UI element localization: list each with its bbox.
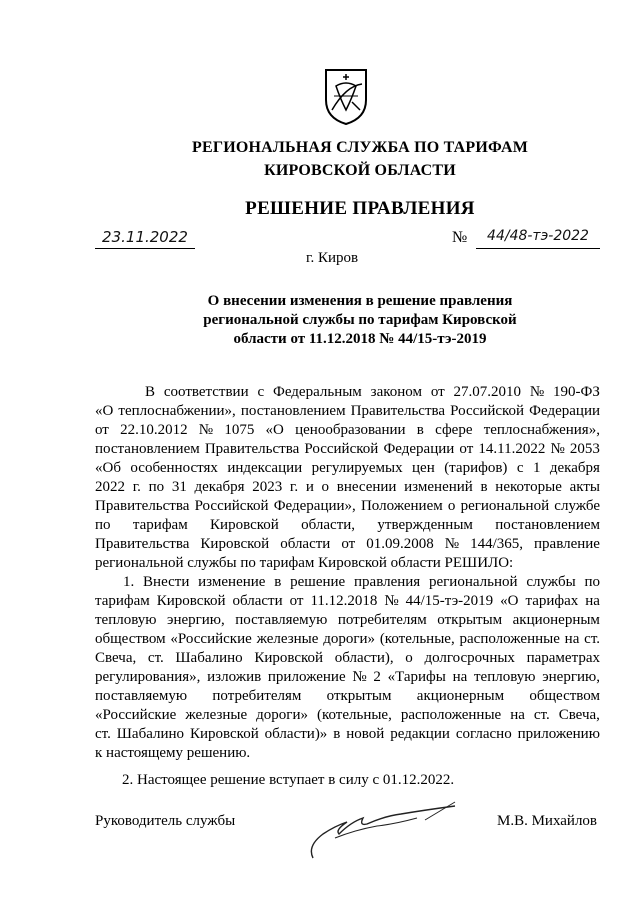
item1-line bbox=[95, 725, 600, 744]
word: № bbox=[198, 422, 214, 438]
word: 2053 bbox=[569, 441, 600, 457]
item1-line bbox=[95, 687, 600, 706]
preamble-line bbox=[95, 440, 600, 459]
word: по bbox=[95, 517, 111, 533]
word: изменение bbox=[198, 574, 266, 590]
word: 01.09.2008 bbox=[366, 536, 434, 552]
word: в bbox=[274, 574, 282, 590]
word: сфере bbox=[435, 422, 473, 438]
word: обществом bbox=[529, 688, 600, 704]
word: 1. bbox=[123, 574, 135, 590]
org-name-line-1: РЕГИОНАЛЬНАЯ СЛУЖБА ПО ТАРИФАМ bbox=[191, 139, 529, 156]
word: акты bbox=[569, 479, 600, 495]
preamble-line bbox=[95, 459, 600, 478]
word: службы bbox=[526, 574, 576, 590]
word: тарифах bbox=[525, 593, 579, 609]
word: ст. bbox=[95, 726, 111, 742]
word: Российской bbox=[304, 441, 379, 457]
word: № bbox=[444, 536, 460, 552]
word: энергию, bbox=[542, 669, 600, 685]
word: утвержденным bbox=[377, 517, 473, 533]
word: Свеча, bbox=[95, 650, 137, 666]
word: приложение bbox=[267, 669, 346, 685]
word: Российской bbox=[450, 403, 525, 419]
word: «О bbox=[95, 403, 114, 419]
word: области bbox=[232, 593, 283, 609]
word: № bbox=[550, 441, 565, 457]
document-date: 23.11.2022 bbox=[95, 228, 195, 249]
word: с bbox=[257, 384, 265, 400]
word: по bbox=[148, 479, 165, 495]
word: 1075 bbox=[224, 422, 255, 438]
word: «Тарифы bbox=[387, 669, 446, 685]
word: от bbox=[341, 536, 356, 552]
word: Российской bbox=[194, 498, 269, 514]
word: соответствии bbox=[163, 384, 249, 400]
word: согласно bbox=[455, 726, 512, 742]
word: 2022 bbox=[95, 479, 125, 495]
word: и bbox=[305, 479, 314, 495]
word: Шабалино bbox=[116, 726, 185, 742]
word: некоторые bbox=[495, 479, 562, 495]
word: Свеча, bbox=[558, 707, 600, 723]
word: ценообразовании bbox=[295, 422, 406, 438]
word: в bbox=[416, 422, 424, 438]
word: Кировской bbox=[210, 517, 279, 533]
word: Федерации bbox=[529, 403, 600, 419]
word: 144/365, bbox=[470, 536, 523, 552]
word: регулирования», bbox=[95, 669, 201, 685]
word: службе bbox=[554, 498, 600, 514]
word: региональной bbox=[428, 574, 518, 590]
word: о bbox=[447, 498, 456, 514]
preamble-line bbox=[95, 535, 600, 554]
word: Кировской bbox=[189, 726, 259, 742]
word: поставляемую bbox=[95, 688, 188, 704]
word: 2 bbox=[373, 669, 381, 685]
word: энергию, bbox=[167, 612, 225, 628]
word: постановлением bbox=[240, 403, 346, 419]
word: железные bbox=[256, 631, 319, 647]
preamble-line: региональной службы по тарифам Кировской области РЕШИЛО: bbox=[95, 555, 514, 571]
word: 190-ФЗ bbox=[553, 384, 600, 400]
word: изменений bbox=[404, 479, 473, 495]
word: долгосрочных bbox=[424, 650, 515, 666]
item1-line: к настоящему решению. bbox=[95, 745, 251, 761]
word: № bbox=[384, 593, 399, 609]
preamble-line bbox=[145, 383, 600, 402]
word: открытым bbox=[326, 688, 392, 704]
word: постановлением bbox=[495, 517, 600, 533]
item1-line bbox=[95, 611, 600, 630]
subject-line-2: региональной службы по тарифам Кировской bbox=[203, 312, 517, 328]
word: «Об bbox=[95, 460, 121, 476]
word: акционерным bbox=[512, 612, 600, 628]
word: В bbox=[145, 384, 156, 400]
word: особенностях bbox=[130, 460, 218, 476]
word: с bbox=[516, 460, 524, 476]
word: г. bbox=[132, 479, 141, 495]
subject-line-3: области от 11.12.2018 № 44/15-тэ-2019 bbox=[233, 331, 487, 347]
word: Федерации», bbox=[273, 498, 356, 514]
word: области)» bbox=[264, 726, 328, 742]
word: области, bbox=[301, 517, 356, 533]
word: ст. bbox=[147, 650, 164, 666]
word: теплоснабжения», bbox=[483, 422, 600, 438]
subject-line-1: О внесении изменения в решение правления bbox=[207, 293, 513, 309]
word: Кировской bbox=[254, 650, 324, 666]
word: по bbox=[584, 574, 600, 590]
kirov-oblast-coat-of-arms-icon bbox=[322, 66, 370, 126]
word: Правительства bbox=[95, 536, 190, 552]
item1-line bbox=[95, 668, 600, 687]
word: области bbox=[280, 536, 331, 552]
word: акционерным bbox=[416, 688, 505, 704]
item1-line bbox=[95, 630, 600, 649]
word: «О bbox=[265, 422, 284, 438]
word: ст. bbox=[533, 707, 550, 723]
word: от bbox=[459, 441, 474, 457]
signer-name: М.В. Михайлов bbox=[497, 813, 598, 829]
word: постановлением bbox=[95, 441, 200, 457]
word: Правительства bbox=[204, 441, 300, 457]
item1-line bbox=[95, 706, 600, 725]
word: правление bbox=[534, 536, 600, 552]
word: тепловую bbox=[95, 612, 157, 628]
word: Федеральным bbox=[272, 384, 362, 400]
word: области), bbox=[334, 650, 394, 666]
word: решение bbox=[290, 574, 346, 590]
word: на bbox=[452, 669, 468, 685]
word: 2023 bbox=[252, 479, 283, 495]
preamble-line bbox=[95, 402, 600, 421]
word: от bbox=[430, 384, 445, 400]
item1-line bbox=[95, 592, 600, 611]
word: в bbox=[333, 726, 341, 742]
preamble-line bbox=[95, 421, 600, 440]
word: индексации bbox=[227, 460, 303, 476]
word: Правительства bbox=[350, 403, 446, 419]
word: редакции bbox=[390, 726, 450, 742]
word: параметрах bbox=[526, 650, 600, 666]
word: внесении bbox=[336, 479, 397, 495]
word: приложению bbox=[517, 726, 600, 742]
word: дороги» bbox=[256, 707, 308, 723]
word: новой bbox=[346, 726, 385, 742]
word: на bbox=[585, 593, 600, 609]
word: потребителям bbox=[337, 612, 427, 628]
preamble-line bbox=[95, 497, 600, 516]
word: № bbox=[352, 669, 367, 685]
word: Внести bbox=[143, 574, 190, 590]
word: Положением bbox=[360, 498, 443, 514]
word: о bbox=[405, 650, 413, 666]
word: 22.10.2012 bbox=[120, 422, 188, 438]
word: тарифам bbox=[95, 593, 150, 609]
word: от bbox=[95, 422, 109, 438]
word: (тарифов) bbox=[444, 460, 508, 476]
word: расположенные bbox=[459, 631, 560, 647]
preamble-line bbox=[95, 478, 600, 497]
word: поставляемую bbox=[235, 612, 328, 628]
word: Кировской bbox=[200, 536, 270, 552]
word: 14.11.2022 bbox=[478, 441, 546, 457]
word: 11.12.2018 bbox=[310, 593, 378, 609]
word: от bbox=[289, 593, 304, 609]
word: в bbox=[480, 479, 488, 495]
city: г. Киров bbox=[306, 250, 359, 266]
word: на bbox=[564, 631, 580, 647]
word: декабря bbox=[194, 479, 245, 495]
word: г. bbox=[289, 479, 299, 495]
word: Кировской bbox=[156, 593, 226, 609]
word: тарифам bbox=[132, 517, 188, 533]
item1-line bbox=[95, 649, 600, 668]
word: на bbox=[510, 707, 525, 723]
word: обществом bbox=[95, 631, 166, 647]
word: Федерации bbox=[383, 441, 455, 457]
item1-line bbox=[123, 573, 600, 592]
word: (котельные, bbox=[316, 707, 392, 723]
word: правления bbox=[354, 574, 421, 590]
word: железные bbox=[185, 707, 248, 723]
word: ст. bbox=[584, 631, 600, 647]
word: о bbox=[321, 479, 330, 495]
word: 1 bbox=[532, 460, 541, 476]
word: «Российские bbox=[95, 707, 177, 723]
word: «О bbox=[500, 593, 519, 609]
word: 27.07.2010 bbox=[453, 384, 522, 400]
word: расположенные bbox=[400, 707, 502, 723]
word: потребителям bbox=[212, 688, 302, 704]
word: № bbox=[529, 384, 545, 400]
signer-role: Руководитель службы bbox=[95, 813, 236, 829]
word: региональной bbox=[460, 498, 550, 514]
number-label: № bbox=[452, 229, 468, 246]
preamble-line bbox=[95, 516, 600, 535]
word: тепловую bbox=[473, 669, 536, 685]
word: цен bbox=[412, 460, 435, 476]
word: законом bbox=[370, 384, 422, 400]
word: Шабалино bbox=[175, 650, 243, 666]
word: регулируемых bbox=[311, 460, 403, 476]
document-type: РЕШЕНИЕ ПРАВЛЕНИЯ bbox=[245, 198, 475, 219]
word: открытым bbox=[437, 612, 503, 628]
word: изложив bbox=[207, 669, 262, 685]
word: 44/15-тэ-2019 bbox=[405, 593, 494, 609]
word: (котельные, bbox=[379, 631, 455, 647]
word: теплоснабжении», bbox=[118, 403, 236, 419]
org-name-line-2: КИРОВСКОЙ ОБЛАСТИ bbox=[264, 162, 456, 179]
word: 31 bbox=[171, 479, 187, 495]
word: «Российские bbox=[170, 631, 252, 647]
word: декабря bbox=[549, 460, 600, 476]
document-number: 44/48-тэ-2022 bbox=[476, 228, 600, 249]
item-2: 2. Настоящее решение вступает в силу с 01.12.2022. bbox=[122, 772, 455, 788]
handwritten-signature-icon bbox=[305, 800, 465, 864]
word: дороги» bbox=[323, 631, 376, 647]
word: Правительства bbox=[95, 498, 190, 514]
